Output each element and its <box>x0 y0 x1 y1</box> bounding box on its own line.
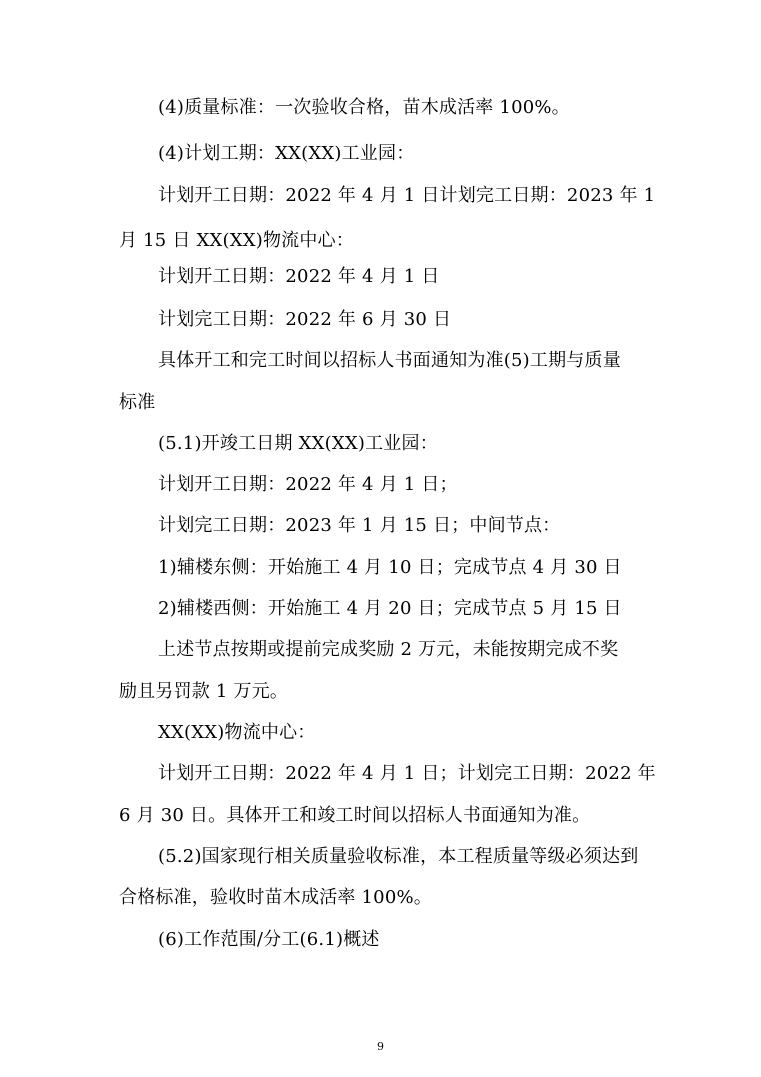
text-line: 上述节点按期或提前完成奖励 2 万元，未能按期完成不奖 <box>158 639 619 660</box>
text-line-quality-acceptance: (5.2)国家现行相关质量验收标准，本工程质量等级必须达到 <box>158 846 639 867</box>
text-line-milestone-east: 1)辅楼东侧：开始施工 4 月 10 日；完成节点 4 月 30 日 <box>158 557 622 578</box>
text-line: 计划开工日期：2022 年 4 月 1 日计划完工日期：2023 年 1 <box>158 185 656 206</box>
text-line: 计划开工日期：2022 年 4 月 1 日； <box>158 474 458 495</box>
text-line-logistics-center: XX(XX)物流中心： <box>158 722 316 743</box>
text-line: 6 月 30 日。具体开工和竣工时间以招标人书面通知为准。 <box>119 805 591 826</box>
text-line: 励且另罚款 1 万元。 <box>119 681 289 702</box>
text-line: 标准 <box>119 392 156 413</box>
text-line: 具体开工和完工时间以招标人书面通知为准(5)工期与质量 <box>158 350 621 371</box>
text-line: 月 15 日 XX(XX)物流中心： <box>119 230 354 251</box>
text-line-start-end-dates: (5.1)开竣工日期 XX(XX)工业园： <box>158 433 438 454</box>
text-line-work-scope: (6)工作范围/分工(6.1)概述 <box>158 929 380 950</box>
text-line: 计划开工日期：2022 年 4 月 1 日；计划完工日期：2022 年 <box>158 763 656 784</box>
text-line: 计划完工日期：2022 年 6 月 30 日 <box>158 309 452 330</box>
text-line: 合格标准，验收时苗木成活率 100%。 <box>119 887 432 908</box>
text-line-milestone-west: 2)辅楼西侧：开始施工 4 月 20 日；完成节点 5 月 15 日 <box>158 598 622 619</box>
text-line: 计划完工日期：2023 年 1 月 15 日；中间节点： <box>158 515 561 536</box>
text-line: 计划开工日期：2022 年 4 月 1 日 <box>158 266 440 287</box>
text-line-planned-schedule: (4)计划工期：XX(XX)工业园： <box>158 143 415 164</box>
text-line-quality-standard: (4)质量标准：一次验收合格，苗木成活率 100%。 <box>158 97 570 118</box>
page-number: 9 <box>377 1040 384 1053</box>
